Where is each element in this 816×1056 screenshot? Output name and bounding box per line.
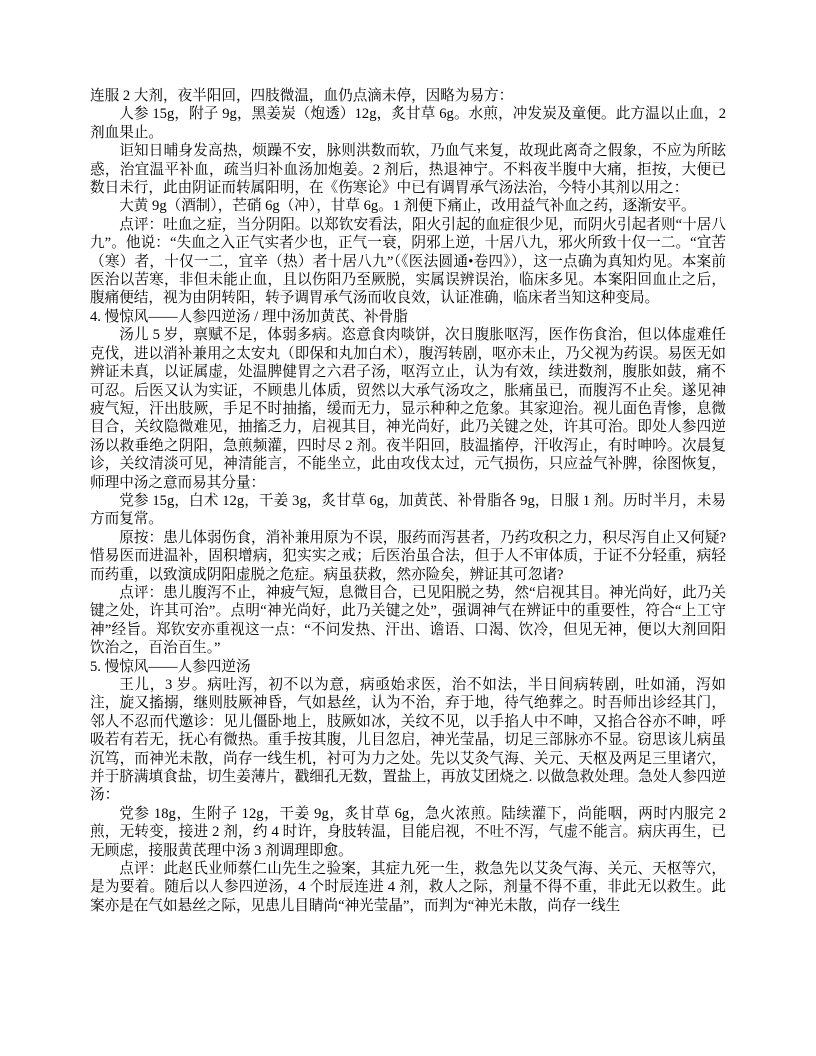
document-text-body [90,87,726,915]
section-heading-case-4: 4. 慢惊风——人参四逆汤 / 理中汤加黄芪、补骨脂 [90,308,408,325]
paragraph-case-course-1: 讵知日晡身发高热，烦躁不安，脉则洪数而软，乃血气来复，故现此离奇之假象，不应为所眩惑，治宜温平补血，疏当归补血汤加炮姜。2 剂后，热退神宁。不料夜半腹中大痛，拒按，大便已数日未行，此由阴证而转属阳明，在《伤寒论》中已有调胃承气汤法治，今特小其剂以用之： [90,143,726,197]
paragraph-case-4-narrative: 汤儿 5 岁，禀赋不足，体弱多病。恣意食肉啖饼，次日腹胀呕泻，医作伤食治，但以体虚难任克伐，进以消补兼用之太安丸（即保和丸加白术），腹泻转剧，呕亦未止，乃父视为药误。易医无如辨证未真，以证属虚，处温脾健胃之六君子汤，呕泻立止，认为有效，续进数剂，腹胀如鼓，痛不可忍。后医又认为实证，不顾患儿体质，贸然以大承气汤攻之，胀痛虽已，而腹泻不止矣。遂见神疲气短，汗出肢厥，手足不时抽搐，缓而无力，显示种种之危象。其家迎治。视儿面色青惨，息微目合，关纹隐微难见，抽搐乏力，启视其目，神光尚好，此乃关键之处，许其可治。即处人参四逆汤以救垂绝之阴阳，急煎频灌，四时尽 2 剂。夜半阳回，肢温搐停，汗收泻止，有时呻吟。次晨复诊，关纹清淡可见，神清能言，不能坐立，此由攻伐太过，元气损伤，只应益气补脾，徐图恢复，师理中汤之意而易其分量： [90,327,726,491]
paragraph-prescription-3: 党参 15g，白术 12g，干姜 3g，炙甘草 6g，加黄芪、补骨脂各 9g，日服 1 剂。历时半月，未易方而复常。 [90,492,726,528]
paragraph-commentary-3: 点评：此赵氏业师蔡仁山先生之验案，其症九死一生，救急先以艾灸气海、关元、天枢等穴，是为要着。随后以人参四逆汤，4 个时辰连进 4 剂，救人之际，剂量不得不重，非此无以救生。此案亦是在气如悬丝之际，见患儿目睛尚“神光莹晶”，而判为“神光未散，尚存一线生 [90,861,726,914]
paragraph-commentary-1: 点评：吐血之症，当分阴阳。以郑钦安看法，阳火引起的血症很少见，而阴火引起者则“十居八九”。他说：“失血之入正气实者少也，正气一衰，阴邪上逆，十居八九，邪火所致十仅一二。“宜苦（寒）者，十仅一二，宜辛（热）者十居八九”（《医法圆通•卷四》），这一点确为真知灼见。本案前医治以苦寒，非但未能止血，且以伤阳乃至厥脱，实属误辨误治，临床多见。本案阳回血止之后，腹痛便结，视为由阴转阳，转予调胃承气汤而收良效，认证准确，临床者当知这种变局。 [90,216,727,307]
paragraph-prescription-1: 人参 15g，附子 9g，黑姜炭（炮透）12g，炙甘草 6g。水煎，冲发炭及童便。此方温以止血，2 剂血果止。 [90,106,726,141]
paragraph-continuation: 连服 2 大剂，夜半阳回，四肢微温，血仍点滴未停，因略为易方： [90,88,514,104]
paragraph-original-note: 原按：患儿体弱伤食，消补兼用原为不误，服药而泻甚者，乃药攻积之力，积尽泻自止又何疑?惜易医而进温补，固积增病，犯实实之戒；后医治虽合法，但于人不审体质，于证不分轻重，病轻而药重，以致演成阴阳虚脱之危症。病虽获救，然亦险矣，辨证其可忽诸? [90,529,726,583]
paragraph-prescription-4: 党参 18g，生附子 12g，干姜 9g，炙甘草 6g，急火浓煎。陆续灌下，尚能咽，两时内服完 2 煎，无转变，接进 2 剂，约 4 时许，身肢转温，目能启视，不吐不泻，气虚不能言。病庆再生，已无顾虑，接服黄芪理中汤 3 剂调理即愈。 [90,805,726,859]
section-heading-case-5: 5. 慢惊风——人参四逆汤 [90,658,251,675]
paragraph-prescription-2: 大黄 9g（酒制），芒硝 6g（冲），甘草 6g。1 剂便下痛止，改用益气补血之药，逐渐安平。 [119,198,696,215]
paragraph-commentary-2: 点评：患儿腹泻不止，神疲气短，息微目合，已见阳脱之势，然“启视其目。神光尚好，此乃关键之处，许其可治”。点明“神光尚好，此乃关键之处”，强调神气在辨证中的重要性，符合“上工守神”经旨。郑钦安亦重视这一点：“不问发热、汗出、谵语、口渴、饮冷，但见无神，便以大剂回阳饮治之，百治百生。” [90,584,726,657]
paragraph-case-5-narrative: 王儿，3 岁。病吐泻，初不以为意，病亟始求医，治不如法，半日间病转剧，吐如涌，泻如注，旋又搐搦，继则肢厥神昏，气如悬丝，认为不治，弃于地，待气绝葬之。时吾师出诊经其门，邻人不忍而代邀诊：见儿僵卧地上，肢厥如冰，关纹不见，以手掐人中不呻，又掐合谷亦不呻，呼吸若有若无，抚心有微热。重手按其腹，儿目忽启，神光莹晶，切足三部脉亦不显。窃思该儿病虽沉笃，而神光未散，尚存一线生机，衬可为力之处。先以艾灸气海、关元、天枢及两足三里诸穴，并于脐满填食盐，切生姜薄片，戳细孔无数，置盐上，再放艾团烧之. 以做急救处理。急处人参四逆汤： [90,677,726,804]
